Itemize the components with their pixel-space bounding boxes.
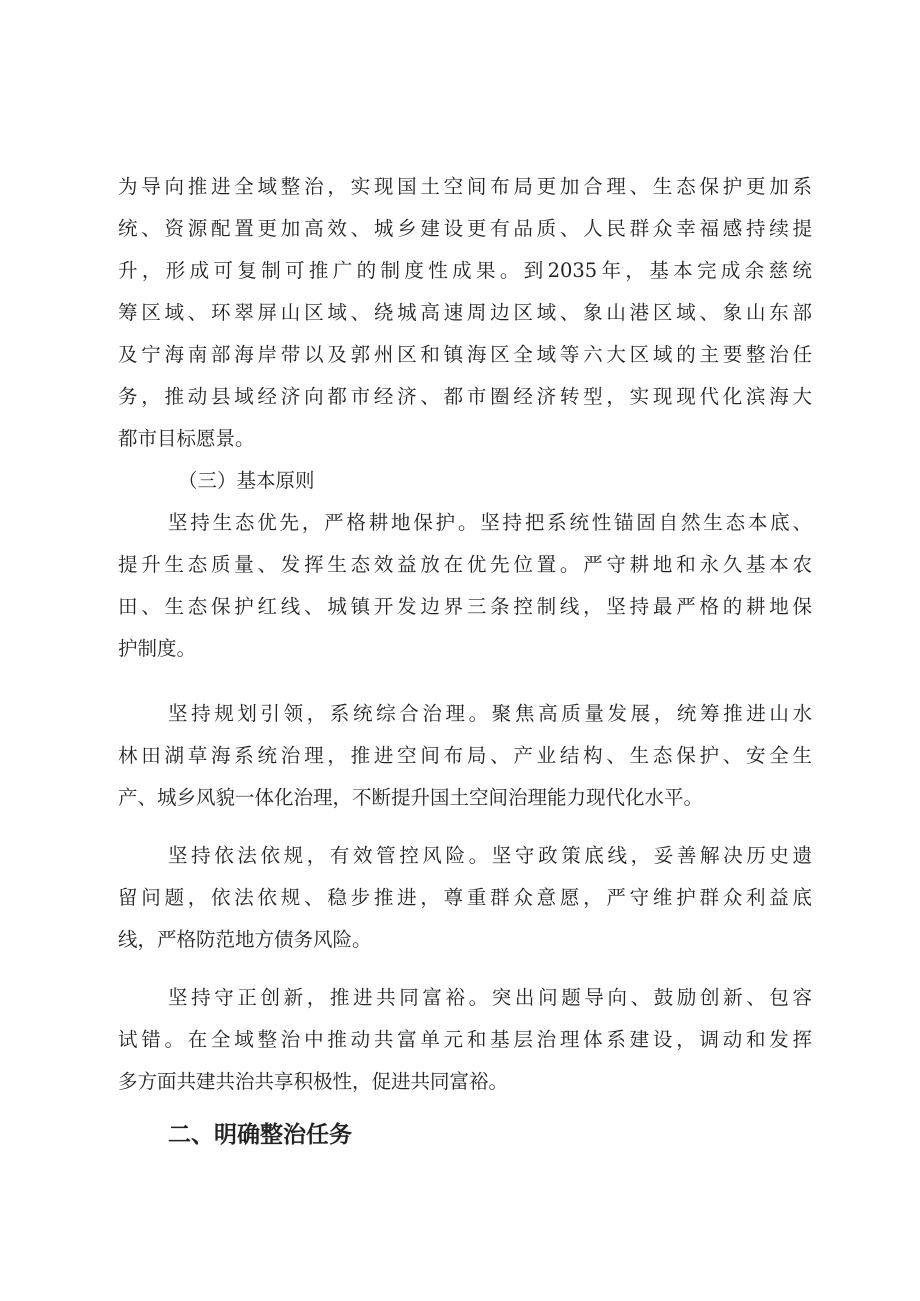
paragraph-2-line-1: 坚持生态优先，严格耕地保护。坚持把系统性锚固自然生态本底、: [168, 511, 812, 534]
paragraph-2-line-4: 护制度。: [118, 637, 197, 660]
section-heading: （三）基本原则: [178, 469, 315, 492]
paragraph-4-line-3: 线，严格防范地方债务风险。: [118, 928, 372, 951]
paragraph-3-line-3: 产、城乡风貌一体化治理，不断提升国土空间治理能力现代化水平。: [118, 786, 704, 809]
paragraph-4-line-2: 留问题，依法依规、稳步推进，尊重群众意愿，严守维护群众利益底: [118, 886, 812, 909]
paragraph-3-line-2: 林田湖草海系统治理，推进空间布局、产业结构、生态保护、安全生: [118, 744, 812, 767]
paragraph-2-line-2: 提升生态质量、发挥生态效益放在优先位置。严守耕地和永久基本农: [118, 553, 812, 576]
paragraph-1-line-1: 为导向推进全域整治，实现国土空间布局更加合理、生态保护更加系: [118, 175, 812, 198]
paragraph-5-line-1: 坚持守正创新，推进共同富裕。突出问题导向、鼓励创新、包容: [168, 986, 812, 1009]
paragraph-5-line-3: 多方面共建共治共享积极性，促进共同富裕。: [118, 1070, 509, 1093]
paragraph-1-line-5: 及宁海南部海岸带以及郭州区和镇海区全域等六大区域的主要整治任: [118, 343, 812, 366]
paragraph-1-line-3: 升，形成可复制可推广的制度性成果。到2035年，基本完成余慈统: [118, 259, 812, 282]
paragraph-1-line-2: 统、资源配置更加高效、城乡建设更有品质、人民群众幸福感持续提: [118, 217, 812, 240]
paragraph-2-line-3: 田、生态保护红线、城镇开发边界三条控制线，坚持最严格的耕地保: [118, 595, 812, 618]
paragraph-1-line-6: 务，推动县域经济向都市经济、都市圈经济转型，实现现代化滨海大: [118, 385, 812, 408]
paragraph-5-line-2: 试错。在全域整治中推动共富单元和基层治理体系建设，调动和发挥: [118, 1028, 812, 1051]
paragraph-3-line-1: 坚持规划引领，系统综合治理。聚焦高质量发展，统筹推进山水: [168, 702, 812, 725]
paragraph-4-line-1: 坚持依法依规，有效管控风险。坚守政策底线，妥善解决历史遗: [168, 844, 812, 867]
paragraph-1-line-4: 筹区域、环翠屏山区域、绕城高速周边区域、象山港区域、象山东部: [118, 301, 812, 324]
paragraph-1-line-7: 都市目标愿景。: [118, 427, 255, 450]
chapter-heading: 二、明确整治任务: [168, 1122, 352, 1148]
